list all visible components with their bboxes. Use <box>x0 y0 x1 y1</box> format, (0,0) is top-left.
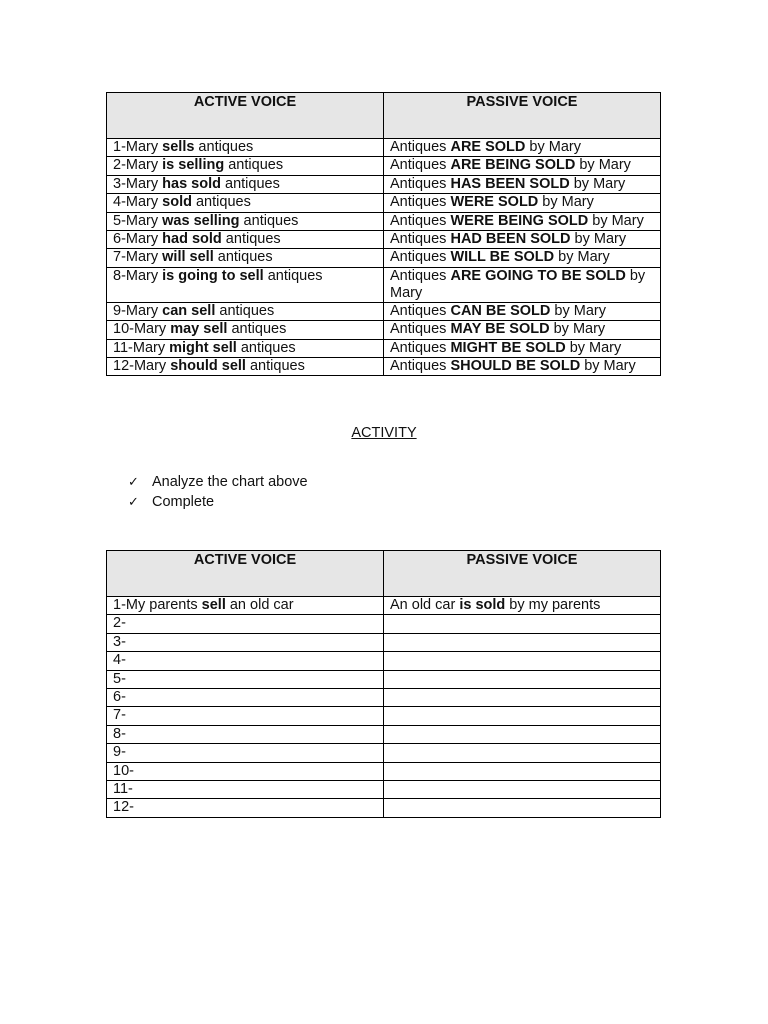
table-row <box>107 194 661 212</box>
active-sentence: 2- <box>107 615 384 633</box>
active-sentence: 6- <box>107 688 384 706</box>
table-row <box>107 670 661 688</box>
checkmark-icon: ✓ <box>128 495 139 510</box>
active-sentence: 7- <box>107 707 384 725</box>
table-header-row <box>107 551 661 597</box>
passive-answer-blank[interactable] <box>384 799 661 817</box>
active-sentence: 11- <box>107 780 384 798</box>
passive-answer-blank[interactable] <box>384 725 661 743</box>
active-sentence: 8-Mary is going to sell antiques <box>107 267 384 302</box>
active-sentence: 9-Mary can sell antiques <box>107 302 384 320</box>
active-sentence: 3-Mary has sold antiques <box>107 175 384 193</box>
passive-sentence: Antiques MIGHT BE SOLD by Mary <box>384 339 661 357</box>
active-voice-header: ACTIVE VOICE <box>107 93 384 139</box>
active-sentence: 4-Mary sold antiques <box>107 194 384 212</box>
active-sentence: 5-Mary was selling antiques <box>107 212 384 230</box>
active-sentence: 10- <box>107 762 384 780</box>
passive-voice-reference-table <box>106 92 661 376</box>
table-row <box>107 707 661 725</box>
active-sentence: 2-Mary is selling antiques <box>107 157 384 175</box>
active-sentence: 7-Mary will sell antiques <box>107 249 384 267</box>
active-sentence: 5- <box>107 670 384 688</box>
activity-title: ACTIVITY <box>351 425 417 441</box>
active-sentence: 1-Mary sells antiques <box>107 139 384 157</box>
table-row <box>107 267 661 302</box>
passive-sentence: Antiques WERE SOLD by Mary <box>384 194 661 212</box>
active-sentence: 9- <box>107 744 384 762</box>
table-header-row <box>107 93 661 139</box>
checkmark-icon: ✓ <box>128 475 139 490</box>
table-row <box>107 139 661 157</box>
active-sentence: 12- <box>107 799 384 817</box>
passive-sentence: Antiques ARE SOLD by Mary <box>384 139 661 157</box>
table-row <box>107 339 661 357</box>
table-row <box>107 780 661 798</box>
table-row <box>107 725 661 743</box>
passive-sentence: Antiques MAY BE SOLD by Mary <box>384 321 661 339</box>
table-row <box>107 302 661 320</box>
active-sentence: 1-My parents sell an old car <box>107 597 384 615</box>
checklist-item: ✓ Complete <box>128 492 308 512</box>
active-sentence: 4- <box>107 652 384 670</box>
passive-answer-blank[interactable] <box>384 652 661 670</box>
table-row <box>107 652 661 670</box>
active-sentence: 6-Mary had sold antiques <box>107 230 384 248</box>
passive-voice-header: PASSIVE VOICE <box>384 551 661 597</box>
table-row <box>107 321 661 339</box>
passive-answer-blank[interactable] <box>384 670 661 688</box>
activity-checklist <box>128 472 308 512</box>
passive-sentence: Antiques SHOULD BE SOLD by Mary <box>384 357 661 375</box>
active-voice-header: ACTIVE VOICE <box>107 551 384 597</box>
activity-exercise-table <box>106 550 661 818</box>
passive-sentence: An old car is sold by my parents <box>384 597 661 615</box>
passive-answer-blank[interactable] <box>384 688 661 706</box>
passive-sentence: Antiques WERE BEING SOLD by Mary <box>384 212 661 230</box>
table-row <box>107 688 661 706</box>
active-sentence: 8- <box>107 725 384 743</box>
passive-sentence: Antiques CAN BE SOLD by Mary <box>384 302 661 320</box>
table-row <box>107 357 661 375</box>
table-row <box>107 157 661 175</box>
passive-answer-blank[interactable] <box>384 707 661 725</box>
passive-voice-header: PASSIVE VOICE <box>384 93 661 139</box>
table-row <box>107 762 661 780</box>
table-row <box>107 633 661 651</box>
passive-answer-blank[interactable] <box>384 780 661 798</box>
passive-sentence: Antiques HAS BEEN SOLD by Mary <box>384 175 661 193</box>
table-row <box>107 175 661 193</box>
table-row <box>107 615 661 633</box>
passive-answer-blank[interactable] <box>384 762 661 780</box>
table-row <box>107 212 661 230</box>
example-row <box>107 597 661 615</box>
passive-sentence: Antiques ARE GOING TO BE SOLD by Mary <box>384 267 661 302</box>
table-row <box>107 230 661 248</box>
passive-answer-blank[interactable] <box>384 633 661 651</box>
passive-sentence: Antiques WILL BE SOLD by Mary <box>384 249 661 267</box>
active-sentence: 10-Mary may sell antiques <box>107 321 384 339</box>
table-row <box>107 744 661 762</box>
passive-answer-blank[interactable] <box>384 615 661 633</box>
table-row <box>107 799 661 817</box>
checklist-item: ✓ Analyze the chart above <box>128 472 308 492</box>
active-sentence: 11-Mary might sell antiques <box>107 339 384 357</box>
passive-sentence: Antiques ARE BEING SOLD by Mary <box>384 157 661 175</box>
active-sentence: 12-Mary should sell antiques <box>107 357 384 375</box>
passive-answer-blank[interactable] <box>384 744 661 762</box>
table-row <box>107 249 661 267</box>
active-sentence: 3- <box>107 633 384 651</box>
passive-sentence: Antiques HAD BEEN SOLD by Mary <box>384 230 661 248</box>
